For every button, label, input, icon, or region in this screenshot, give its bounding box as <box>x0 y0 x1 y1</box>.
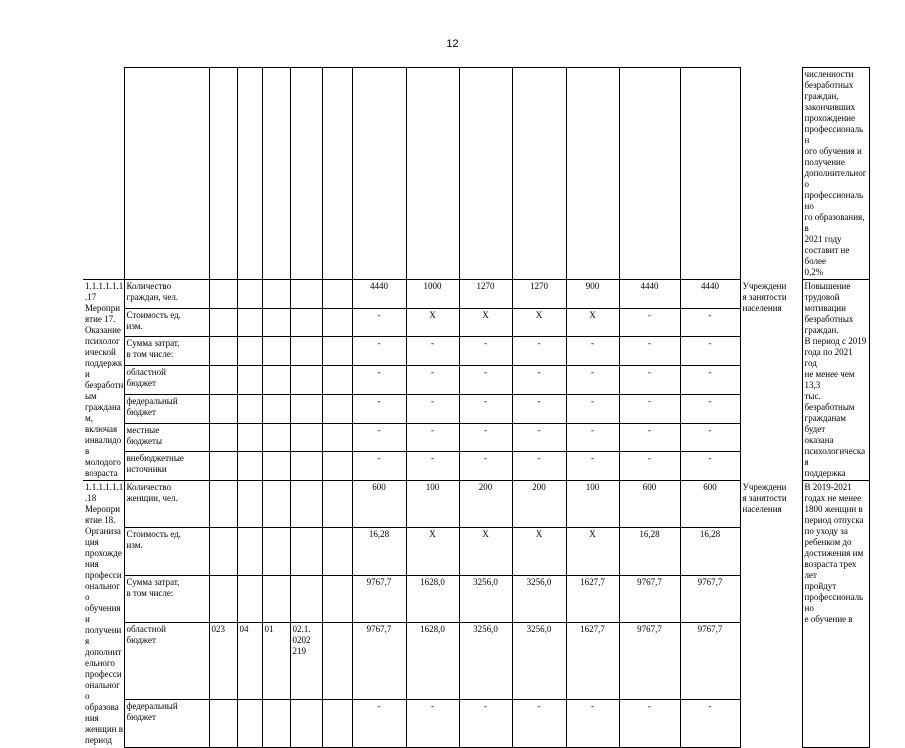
value-cell: 900 <box>566 280 619 309</box>
value-cell: - <box>406 452 459 481</box>
code-cell <box>237 280 262 309</box>
code-cell: 01 <box>262 623 290 700</box>
code-cell <box>290 700 322 747</box>
value-cell: - <box>680 337 740 366</box>
value-cell: 9767,7 <box>680 575 740 622</box>
code-cell <box>237 423 262 452</box>
value-cell: - <box>406 394 459 423</box>
code-cell <box>290 337 322 366</box>
value-cell: - <box>512 394 566 423</box>
value-cell: - <box>459 452 512 481</box>
code-cell <box>209 394 237 423</box>
row-label: внебюджетные источники <box>124 452 209 481</box>
code-cell <box>237 308 262 337</box>
value-cell: 200 <box>512 481 566 528</box>
value-cell: - <box>566 423 619 452</box>
row-label: Стоимость ед. изм. <box>124 308 209 337</box>
blank-cell <box>322 452 352 481</box>
value-cell: Х <box>512 308 566 337</box>
value-cell: 1628,0 <box>406 575 459 622</box>
code-cell <box>262 366 290 395</box>
result-continuation: численности безработных граждан, закончивших прохождение профессиональн ого обучения и получение дополнительного профессионально го образования, в 2021 году составит не более 0,2% <box>802 68 869 280</box>
code-cell <box>209 423 237 452</box>
value-cell: - <box>512 337 566 366</box>
value-cell: Х <box>566 528 619 575</box>
value-cell: 1000 <box>406 280 459 309</box>
value-cell: - <box>352 423 406 452</box>
code-cell <box>262 394 290 423</box>
value-cell: - <box>619 700 680 747</box>
blank-cell <box>322 481 352 528</box>
blank-cell <box>322 423 352 452</box>
value-cell: - <box>680 423 740 452</box>
value-cell: 1270 <box>459 280 512 309</box>
measure-18-title: 1.1.1.1.1.1.18 Мероприятие 18. Организация прохождения профессионального обучения и получения дополнительного профессионального образования женщин в период <box>85 482 124 745</box>
value-cell: - <box>680 308 740 337</box>
code-cell <box>237 394 262 423</box>
code-cell <box>262 700 290 747</box>
measure-17-title: 1.1.1.1.1.1.17 Мероприятие 17. Оказание психологической поддержки безработным гражданам, включая инвалидов молодого возраста <box>83 280 124 481</box>
code-cell <box>262 528 290 575</box>
value-cell: Х <box>406 308 459 337</box>
blank-cell <box>322 337 352 366</box>
code-cell <box>262 423 290 452</box>
value-cell: 100 <box>406 481 459 528</box>
code-cell <box>237 337 262 366</box>
blank-cell <box>322 394 352 423</box>
code-cell <box>209 700 237 747</box>
row-label: областной бюджет <box>124 366 209 395</box>
value-cell: - <box>512 423 566 452</box>
code-cell <box>262 337 290 366</box>
value-cell: 4440 <box>619 280 680 309</box>
value-cell: - <box>459 337 512 366</box>
value-cell: 100 <box>566 481 619 528</box>
table-row <box>83 481 869 528</box>
value-cell: 9767,7 <box>619 575 680 622</box>
table-row <box>83 280 869 309</box>
row-label: Количество женщин, чел. <box>124 481 209 528</box>
value-cell: - <box>619 394 680 423</box>
value-cell: - <box>352 452 406 481</box>
measure-18-result: В 2019-2021 годах не менее 1800 женщин в период отпуска по уходу за ребенком до достижения им возраста трех лет пройдут профессионально е обучение в <box>802 481 869 748</box>
value-cell: - <box>459 394 512 423</box>
code-cell: 02.1. 0202 219 <box>290 623 322 700</box>
code-cell <box>262 575 290 622</box>
value-cell: 3256,0 <box>512 623 566 700</box>
value-cell: - <box>352 700 406 747</box>
value-cell: - <box>566 366 619 395</box>
value-cell: Х <box>459 528 512 575</box>
value-cell: 16,28 <box>680 528 740 575</box>
value-cell: - <box>619 423 680 452</box>
value-cell: 1627,7 <box>566 623 619 700</box>
value-cell: - <box>406 423 459 452</box>
value-cell: 1270 <box>512 280 566 309</box>
value-cell: - <box>566 700 619 747</box>
value-cell: - <box>512 700 566 747</box>
value-cell: - <box>352 394 406 423</box>
row-label: федеральный бюджет <box>124 700 209 747</box>
value-cell: - <box>512 366 566 395</box>
code-cell <box>209 366 237 395</box>
blank-cell <box>322 308 352 337</box>
code-cell <box>262 308 290 337</box>
value-cell: - <box>680 700 740 747</box>
value-cell: - <box>566 394 619 423</box>
code-cell: 04 <box>237 623 262 700</box>
value-cell: 1628,0 <box>406 623 459 700</box>
code-cell <box>209 280 237 309</box>
value-cell: Х <box>512 528 566 575</box>
value-cell: 1627,7 <box>566 575 619 622</box>
code-cell <box>237 366 262 395</box>
continuation-row <box>83 68 869 280</box>
value-cell: - <box>512 452 566 481</box>
value-cell: Х <box>459 308 512 337</box>
value-cell: - <box>406 337 459 366</box>
value-cell: - <box>680 452 740 481</box>
left-margin-cell <box>83 68 124 280</box>
value-cell: - <box>459 423 512 452</box>
measure-17-executor: Учреждени я занятости населения <box>740 280 802 481</box>
code-cell <box>209 528 237 575</box>
row-label: местные бюджеты <box>124 423 209 452</box>
measure-17-result: Повышение трудовой мотивации безработных граждан. В период с 2019 года по 2021 год не менее чем 13,3 тыс. безработным гражданам будет оказана психологическая поддержка <box>802 280 869 481</box>
value-cell: - <box>680 394 740 423</box>
value-cell: - <box>352 308 406 337</box>
value-cell: 600 <box>680 481 740 528</box>
code-cell <box>290 575 322 622</box>
value-cell: - <box>619 337 680 366</box>
value-cell: - <box>566 337 619 366</box>
measure-18-executor: Учреждени я занятости населения <box>740 481 802 748</box>
value-cell: 9767,7 <box>619 623 680 700</box>
code-cell: 023 <box>209 623 237 700</box>
code-cell <box>209 481 237 528</box>
blank-cell <box>322 700 352 747</box>
value-cell: - <box>406 700 459 747</box>
code-cell <box>290 423 322 452</box>
value-cell: 200 <box>459 481 512 528</box>
program-measures-table <box>83 67 870 748</box>
code-cell <box>209 452 237 481</box>
value-cell: - <box>619 452 680 481</box>
blank-cell <box>322 623 352 700</box>
row-label: Сумма затрат, в том числе: <box>124 575 209 622</box>
value-cell: 600 <box>352 481 406 528</box>
row-label: Количество граждан, чел. <box>124 280 209 309</box>
code-cell <box>237 452 262 481</box>
value-cell: 9767,7 <box>680 623 740 700</box>
row-label: областной бюджет <box>124 623 209 700</box>
code-cell <box>290 452 322 481</box>
value-cell: 3256,0 <box>512 575 566 622</box>
blank-cell <box>322 528 352 575</box>
value-cell: - <box>459 366 512 395</box>
code-cell <box>290 366 322 395</box>
code-cell <box>237 528 262 575</box>
value-cell: 9767,7 <box>352 575 406 622</box>
value-cell: - <box>406 366 459 395</box>
value-cell: 3256,0 <box>459 623 512 700</box>
value-cell: 4440 <box>680 280 740 309</box>
row-label: федеральный бюджет <box>124 394 209 423</box>
code-cell <box>290 394 322 423</box>
code-cell <box>209 308 237 337</box>
code-cell <box>209 575 237 622</box>
value-cell: 4440 <box>352 280 406 309</box>
value-cell: Х <box>566 308 619 337</box>
code-cell <box>290 528 322 575</box>
value-cell: - <box>680 366 740 395</box>
code-cell <box>262 481 290 528</box>
value-cell: 16,28 <box>619 528 680 575</box>
code-cell <box>290 308 322 337</box>
value-cell: - <box>459 700 512 747</box>
code-cell <box>262 452 290 481</box>
row-label: Стоимость ед. изм. <box>124 528 209 575</box>
blank-cell <box>322 575 352 622</box>
value-cell: Х <box>406 528 459 575</box>
blank-cell <box>322 366 352 395</box>
code-cell <box>209 337 237 366</box>
value-cell: - <box>619 366 680 395</box>
code-cell <box>290 280 322 309</box>
value-cell: - <box>352 366 406 395</box>
code-cell <box>237 481 262 528</box>
value-cell: 600 <box>619 481 680 528</box>
row-label: Сумма затрат, в том числе: <box>124 337 209 366</box>
value-cell: - <box>566 452 619 481</box>
code-cell <box>237 700 262 747</box>
value-cell: - <box>619 308 680 337</box>
value-cell: 9767,7 <box>352 623 406 700</box>
page-number: 12 <box>446 38 459 50</box>
value-cell: 3256,0 <box>459 575 512 622</box>
code-cell <box>262 280 290 309</box>
code-cell <box>237 575 262 622</box>
value-cell: 16,28 <box>352 528 406 575</box>
code-cell <box>290 481 322 528</box>
blank-cell <box>322 280 352 309</box>
value-cell: - <box>352 337 406 366</box>
